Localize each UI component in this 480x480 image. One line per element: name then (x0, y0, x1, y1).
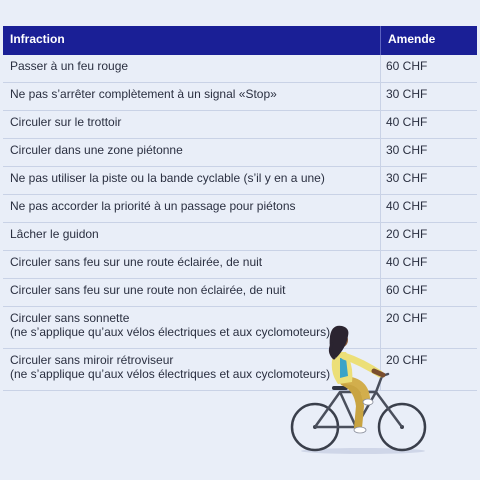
table-row (3, 139, 477, 167)
infraction-cell: Circuler sans sonnette (ne s’applique qu’aux vélos électriques et aux cyclomoteurs) (3, 307, 381, 348)
infraction-cell: Circuler sur le trottoir (3, 111, 381, 138)
amende-cell: 40 CHF (386, 255, 428, 269)
table-header (3, 26, 477, 55)
infraction-cell: Ne pas utiliser la piste ou la bande cyclable (s’il y en a une) (3, 167, 381, 194)
infraction-cell: Passer à un feu rouge (3, 55, 381, 82)
infraction-cell: Circuler sans feu sur une route éclairée, de nuit (3, 251, 381, 278)
amende-cell: 30 CHF (386, 171, 428, 185)
table-row (3, 279, 477, 307)
header-infraction: Infraction (3, 26, 381, 55)
infraction-cell: Ne pas accorder la priorité à un passage pour piétons (3, 195, 381, 222)
amende-cell: 20 CHF (386, 311, 428, 325)
table-row (3, 195, 477, 223)
table-row (3, 111, 477, 139)
header-amende: Amende (388, 32, 436, 46)
infraction-cell: Ne pas s’arrêter complètement à un signal «Stop» (3, 83, 381, 110)
amende-cell: 60 CHF (386, 59, 428, 73)
amende-cell: 40 CHF (386, 115, 428, 129)
amende-cell: 30 CHF (386, 87, 428, 101)
amende-cell: 40 CHF (386, 199, 428, 213)
table-row (3, 55, 477, 83)
amende-cell: 20 CHF (386, 353, 428, 367)
table-row (3, 251, 477, 279)
infraction-cell: Circuler sans miroir rétroviseur (ne s’applique qu’aux vélos électriques et aux cyclomoteurs) (3, 349, 381, 390)
table-row (3, 83, 477, 111)
infraction-cell: Circuler sans feu sur une route non éclairée, de nuit (3, 279, 381, 306)
table-row (3, 223, 477, 251)
cyclist-illustration-icon (288, 318, 438, 458)
amende-cell: 30 CHF (386, 143, 428, 157)
infraction-cell: Circuler dans une zone piétonne (3, 139, 381, 166)
amende-cell: 60 CHF (386, 283, 428, 297)
infraction-cell: Lâcher le guidon (3, 223, 381, 250)
table-row (3, 167, 477, 195)
amende-cell: 20 CHF (386, 227, 428, 241)
